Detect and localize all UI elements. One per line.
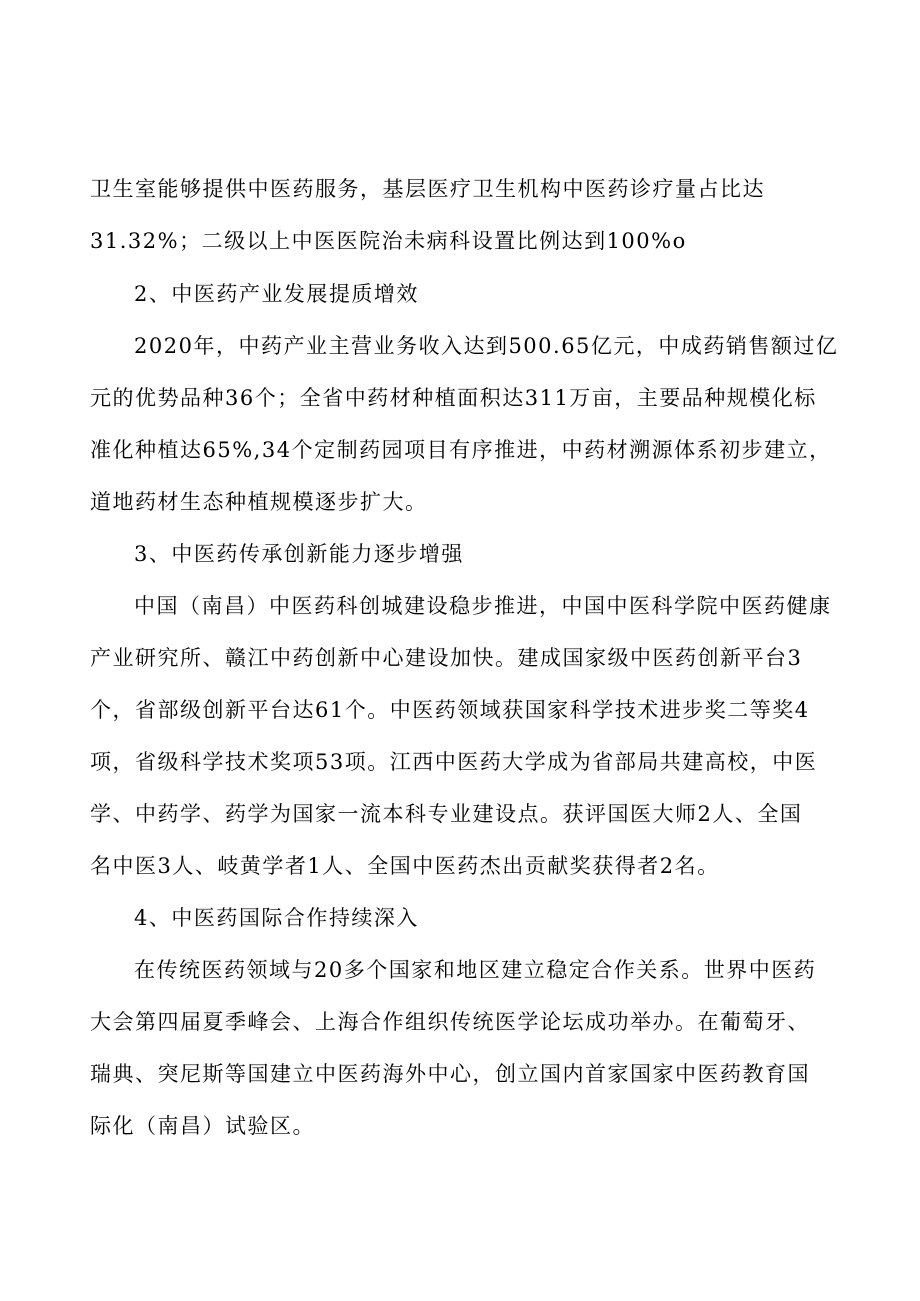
paragraph-line-6: 道地药材生态种植规模逐步扩大。 <box>90 490 428 514</box>
section-heading-4: 4、中医药国际合作持续深入 <box>134 906 419 930</box>
paragraph-line-12: 名中医3人、岐黄学者1人、全国中医药杰出贡献奖获得者2名。 <box>90 854 720 878</box>
paragraph-line-16: 际化（南昌）试验区。 <box>90 1114 315 1138</box>
paragraph-line-1: 卫生室能够提供中医药服务，基层医疗卫生机构中医药诊疗量占比达 <box>90 177 765 201</box>
paragraph-line-8: 产业研究所、赣江中药创新中心建设加快。建成国家级中医药创新平台3 <box>90 646 803 670</box>
paragraph-line-10: 项，省级科学技术奖项53项。江西中医药大学成为省部局共建高校，中医 <box>90 750 818 774</box>
paragraph-line-4: 元的优势品种36个；全省中药材种植面积达311万亩，主要品种规模化标 <box>90 386 817 410</box>
paragraph-line-14: 大会第四届夏季峰会、上海合作组织传统医学论坛成功举办。在葡萄牙、 <box>90 1010 810 1034</box>
section-heading-3: 3、中医药传承创新能力逐步增强 <box>134 542 464 566</box>
paragraph-line-7: 中国（南昌）中医药科创城建设稳步推进，中国中医科学院中医药健康 <box>134 594 832 618</box>
paragraph-line-3: 2020年，中药产业主营业务收入达到500.65亿元，中成药销售额过亿 <box>134 334 839 358</box>
paragraph-line-2: 31.32%；二级以上中医医院治未病科设置比例达到100%o <box>90 229 687 253</box>
section-heading-2: 2、中医药产业发展提质增效 <box>134 282 419 306</box>
paragraph-line-15: 瑞典、突尼斯等国建立中医药海外中心，创立国内首家国家中医药教育国 <box>90 1062 810 1086</box>
paragraph-line-5: 准化种植达65%,34个定制药园项目有序推进，中药材溯源体系初步建立， <box>90 438 832 462</box>
paragraph-line-9: 个，省部级创新平台达61个。中医药领域获国家科学技术进步奖二等奖4 <box>90 698 810 722</box>
paragraph-line-13: 在传统医药领域与20多个国家和地区建立稳定合作关系。世界中医药 <box>134 958 817 982</box>
paragraph-line-11: 学、中药学、药学为国家一流本科专业建设点。获评国医大师2人、全国 <box>90 802 803 826</box>
